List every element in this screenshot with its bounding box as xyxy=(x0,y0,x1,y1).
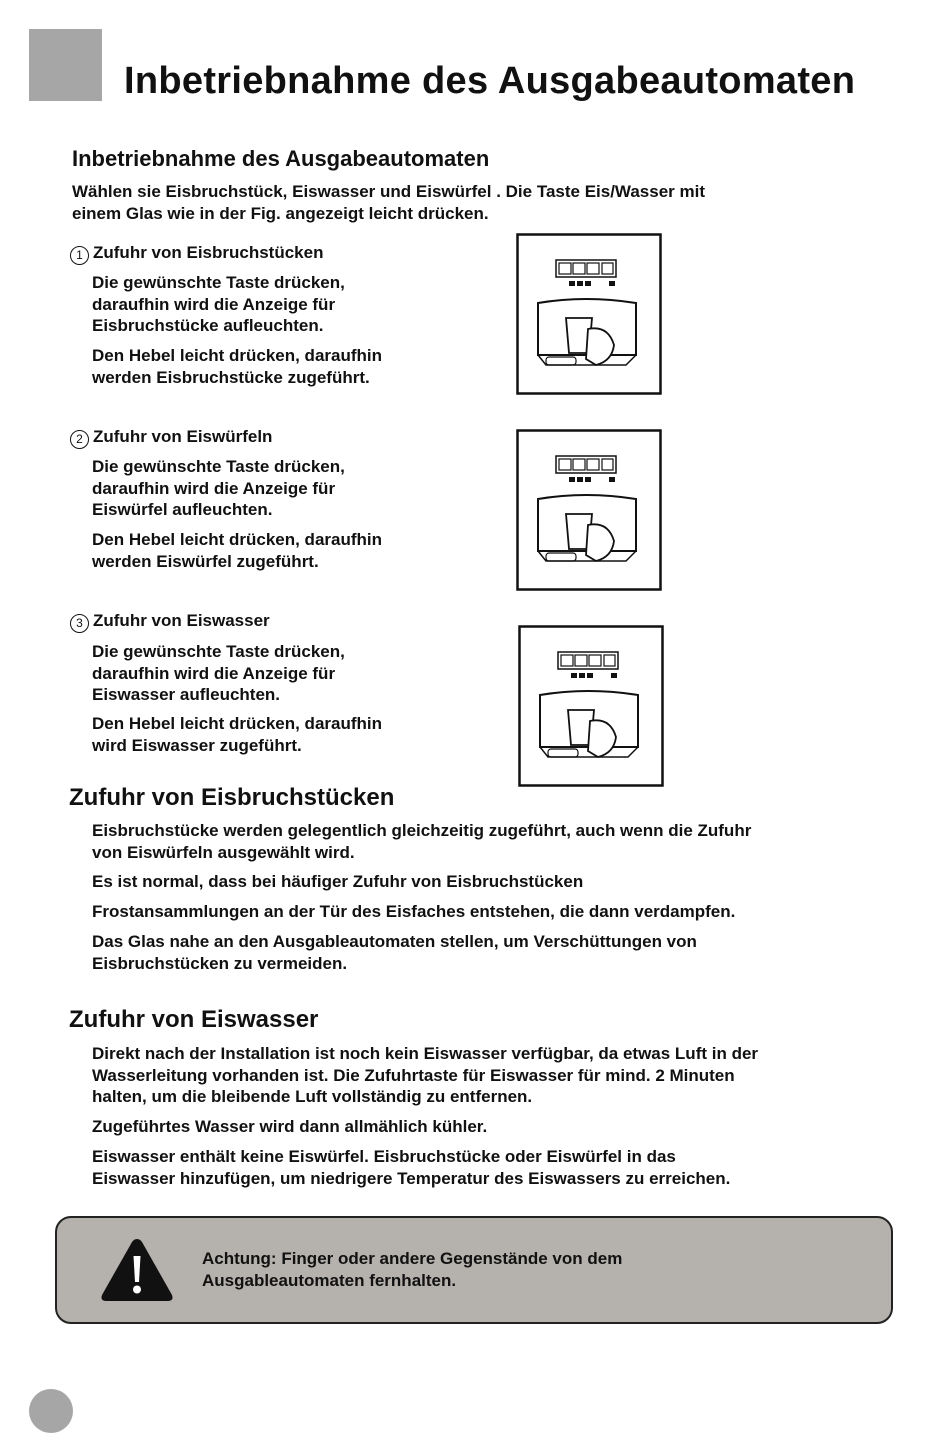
ice-water-heading: Zufuhr von Eiswasser xyxy=(69,1006,319,1033)
dispenser-figure-1 xyxy=(516,233,662,395)
text-line: von Eiswürfeln ausgewählt wird. xyxy=(92,842,355,862)
dispenser-figure-2 xyxy=(516,429,662,591)
text-line: werden Eisbruchstücke zugeführt. xyxy=(92,367,370,387)
step-number: 2 xyxy=(70,430,89,449)
ice-water-p3 xyxy=(92,1146,730,1189)
crushed-ice-p2: Es ist normal, dass bei häufiger Zufuhr von Eisbruchstücken xyxy=(92,872,584,891)
text-line: halten, um die bleibende Luft vollständig zu entfernen. xyxy=(92,1087,533,1106)
text-line: Eiswürfel aufleuchten. xyxy=(92,500,273,519)
crushed-ice-p3: Frostansammlungen an der Tür des Eisfaches entstehen, die dann verdampfen. xyxy=(92,902,736,921)
page-number-circle xyxy=(29,1389,73,1433)
intro-text xyxy=(72,181,705,224)
text-line: Eisbruchstücke werden gelegentlich gleichzeitig zugeführt, auch wenn die Zufuhr xyxy=(92,821,752,840)
intro-line: Wählen sie Eisbruchstück, Eiswasser und Eiswürfel . Die Taste Eis/Wasser mit xyxy=(72,182,706,201)
text-line: Ausgableautomaten fernhalten. xyxy=(202,1270,457,1290)
step-2-para2 xyxy=(92,529,382,572)
crushed-ice-heading: Zufuhr von Eisbruchstücken xyxy=(69,784,395,811)
crushed-ice-p4 xyxy=(92,931,697,974)
text-line: daraufhin wird die Anzeige für xyxy=(92,294,336,314)
step-1-para2 xyxy=(92,345,382,388)
text-line: daraufhin wird die Anzeige für xyxy=(92,478,336,498)
step-title-text: Zufuhr von Eiswürfeln xyxy=(93,427,273,446)
intro-line: einem Glas wie in der Fig. angezeigt leicht drücken. xyxy=(72,203,489,223)
step-number: 3 xyxy=(70,614,89,633)
step-1-title xyxy=(70,243,323,265)
text-line: Den Hebel leicht drücken, daraufhin xyxy=(92,346,383,365)
step-3-para1 xyxy=(92,641,345,706)
text-line: Eisbruchstücken zu vermeiden. xyxy=(92,953,348,973)
text-line: Eiswasser aufleuchten. xyxy=(92,685,281,704)
step-title-text: Zufuhr von Eiswasser xyxy=(93,611,270,630)
text-line: Direkt nach der Installation ist noch kein Eiswasser verfügbar, da etwas Luft in der xyxy=(92,1044,759,1063)
step-3-para2 xyxy=(92,713,382,756)
section-tab-marker xyxy=(29,29,102,101)
step-3-title xyxy=(70,611,270,633)
step-number: 1 xyxy=(70,246,89,265)
text-line: Achtung: Finger oder andere Gegenstände von dem xyxy=(202,1249,623,1268)
text-line: Die gewünschte Taste drücken, xyxy=(92,457,345,476)
text-line: Den Hebel leicht drücken, daraufhin xyxy=(92,714,383,733)
text-line: Wasserleitung vorhanden ist. Die Zufuhrtaste für Eiswasser für mind. 2 Minuten xyxy=(92,1065,735,1085)
text-line: daraufhin wird die Anzeige für xyxy=(92,663,336,683)
dispenser-figure-3 xyxy=(518,625,664,787)
warning-text xyxy=(202,1248,622,1291)
text-line: wird Eiswasser zugeführt. xyxy=(92,735,302,755)
text-line: Den Hebel leicht drücken, daraufhin xyxy=(92,530,383,549)
warning-triangle-icon xyxy=(99,1236,175,1304)
text-line: Eiswasser hinzufügen, um niedrigere Temperatur des Eiswassers zu erreichen. xyxy=(92,1168,731,1188)
step-2-title xyxy=(70,427,272,449)
intro-heading: Inbetriebnahme des Ausgabeautomaten xyxy=(72,146,490,171)
text-line: Das Glas nahe an den Ausgableautomaten stellen, um Verschüttungen von xyxy=(92,932,697,951)
crushed-ice-p1 xyxy=(92,820,751,863)
text-line: Die gewünschte Taste drücken, xyxy=(92,642,345,661)
step-2-para1 xyxy=(92,456,345,521)
ice-water-p2: Zugeführtes Wasser wird dann allmählich kühler. xyxy=(92,1117,488,1136)
page-title: Inbetriebnahme des Ausgabeautomaten xyxy=(124,60,856,102)
ice-water-p1 xyxy=(92,1043,758,1108)
text-line: werden Eiswürfel zugeführt. xyxy=(92,551,319,571)
step-1-para1 xyxy=(92,272,345,337)
text-line: Eisbruchstücke aufleuchten. xyxy=(92,316,324,335)
text-line: Die gewünschte Taste drücken, xyxy=(92,273,345,292)
step-title-text: Zufuhr von Eisbruchstücken xyxy=(93,243,324,262)
text-line: Eiswasser enthält keine Eiswürfel. Eisbruchstücke oder Eiswürfel in das xyxy=(92,1147,676,1166)
